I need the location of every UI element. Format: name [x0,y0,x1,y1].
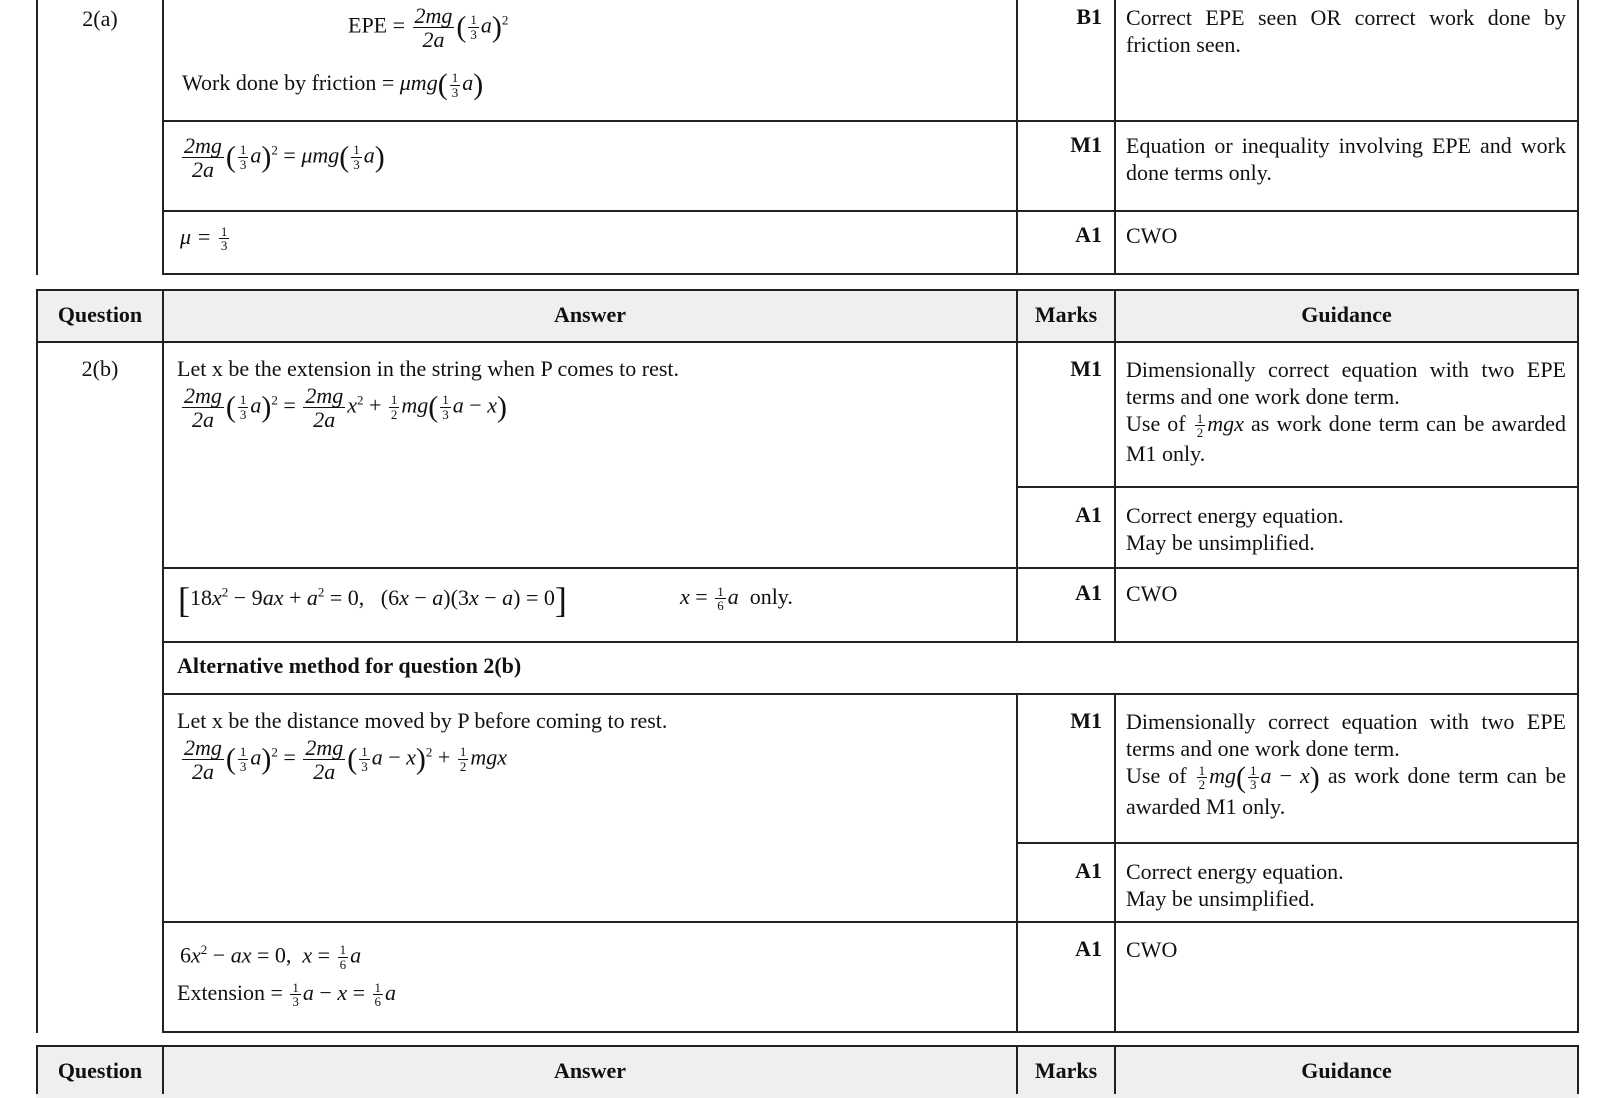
row-divider [1016,486,1579,488]
mu-prefix: μ = [180,224,212,249]
header-answer: Answer [553,302,627,327]
only-text: only. [749,584,793,609]
guidance-line: May be unsimplified. [1126,886,1315,911]
guidance-line: Use of [1126,411,1186,436]
energy-equation: $\frac{2mg}{2a}$ ( $\frac{1}{3}$ a)$^2$ = μmg( $\frac{1}{3}$ a) [184,133,385,183]
guidance-text: CWO [1126,937,1178,962]
table-border [36,343,38,1033]
table-border [1114,0,1116,275]
question-number: 2(a) [82,6,118,31]
mark-m1: M1 [1070,356,1102,381]
table-border [1016,0,1018,275]
table-border [162,343,164,1033]
row-divider [1016,842,1579,844]
header-border [36,1045,1579,1047]
table-border [1577,343,1579,1033]
epe-prefix: EPE = [348,12,406,38]
row-divider [162,1031,1579,1033]
work-done-expression: Work done by friction = μmg( $\frac{1}{3}$ a) [182,68,484,101]
alternative-method-title: Alternative method for question 2(b) [177,653,522,678]
guidance-line: as work done term can be awarded M1 only. [1126,411,1567,467]
work-done-prefix: Work done by friction = [182,70,395,96]
guidance-text [1126,502,1566,556]
question-number: 2(b) [81,356,119,381]
row-divider [162,921,1579,923]
row-divider [162,273,1579,275]
energy-equation: $\frac{2mg}{2a}$ ( $\frac{1}{3}$ a)$^2$ = $\frac{2mg}{2a}$ ( $\frac{1}{3}$ a − x)$^2$ + $\frac{1}{2}$ mgx [184,735,507,785]
row-divider [162,641,1579,643]
guidance-text: Equation or inequality involving EPE and work done terms only. [1126,133,1566,185]
guidance-text [1126,858,1566,912]
method-intro [177,708,667,734]
result-x: x = $\frac{1}{6}$ a only. [680,583,793,614]
guidance-line: Dimensionally correct equation with two EPE terms and one work done term. [1126,357,1566,409]
energy-equation: $\frac{2mg}{2a}$ ( $\frac{1}{3}$ a)$^2$ = $\frac{2mg}{2a}$ $x^2$ + $\frac{1}{2}$ mg( $\frac{1}{3}$ a − x) [184,383,507,433]
header-question: Question [57,302,143,327]
mark-m1: M1 [1070,132,1102,157]
table-border [1114,694,1116,1033]
row-divider [162,693,1579,695]
mark-m1: M1 [1070,708,1102,733]
header-border [36,289,1579,291]
guidance-text: Dimensionally correct equation with two EPE terms and one work done term. Use of $\frac{1}{2}$ mg( $\frac{1}{3}$ a − x) as work done term can be awarded M1 only. [1126,709,1566,819]
header-marks: Marks [1034,302,1098,327]
table-border [1016,694,1018,1033]
extension-result: Extension = $\frac{1}{3}$ a − x = $\frac{1}{6}$ a [177,979,397,1010]
guidance-line: May be unsimplified. [1126,530,1315,555]
guidance-line: Use of [1126,763,1187,788]
mark-a1: A1 [1075,580,1102,605]
row-divider [162,567,1579,569]
table-border [1114,343,1116,643]
quadratic-working: [$18x^2 - 9ax + a^2 = 0$, (6x − a)(3x − a) = 0] [178,580,567,620]
header-question: Question [57,1058,143,1083]
method-intro [177,356,679,382]
epe-expression: EPE = $\frac{2mg}{2a}$ ( $\frac{1}{3}$ a)$^2$ [348,3,509,53]
method-intro-text: Let x be the extension in the string when P comes to rest. [177,356,680,381]
guidance-line: Correct energy equation. [1126,859,1344,884]
mark-a1: A1 [1075,858,1102,883]
table-border [1016,343,1018,643]
guidance-text: Correct EPE seen OR correct work done by friction seen. [1126,5,1566,57]
method-intro-text: Let x be the distance moved by P before coming to rest. [177,708,668,733]
mark-a1: A1 [1075,502,1102,527]
header-border [36,341,1579,343]
guidance-line: Dimensionally correct equation with two EPE terms and one work done term. [1126,709,1566,761]
row-divider [162,120,1579,122]
table-border [162,0,164,275]
mark-b1: B1 [1076,4,1102,29]
extension-prefix: Extension = [177,980,283,1005]
header-answer: Answer [553,1058,627,1083]
mark-a1: A1 [1075,222,1102,247]
mu-result: μ = $\frac{1}{3}$ [180,223,228,254]
table-border [1577,1045,1579,1094]
guidance-line: as work done term can be awarded M1 only. [1126,763,1566,819]
table-border [36,0,38,275]
header-guidance: Guidance [1301,302,1392,327]
quadratic-working: $6x^2$ − ax = 0, x = $\frac{1}{6}$ a [180,942,362,972]
guidance-text: CWO [1126,581,1178,606]
table-border [1577,0,1579,275]
mark-a1: A1 [1075,936,1102,961]
guidance-line: Correct energy equation. [1126,503,1344,528]
guidance-text: CWO [1126,223,1178,248]
header-guidance: Guidance [1301,1058,1392,1083]
row-divider [162,210,1579,212]
table-border [1577,289,1579,343]
guidance-text: Dimensionally correct equation with two EPE terms and one work done term. Use of $\frac{1}{2}$ mgx as work done term can be awarded M1 only. [1126,357,1567,467]
header-marks: Marks [1034,1058,1098,1083]
